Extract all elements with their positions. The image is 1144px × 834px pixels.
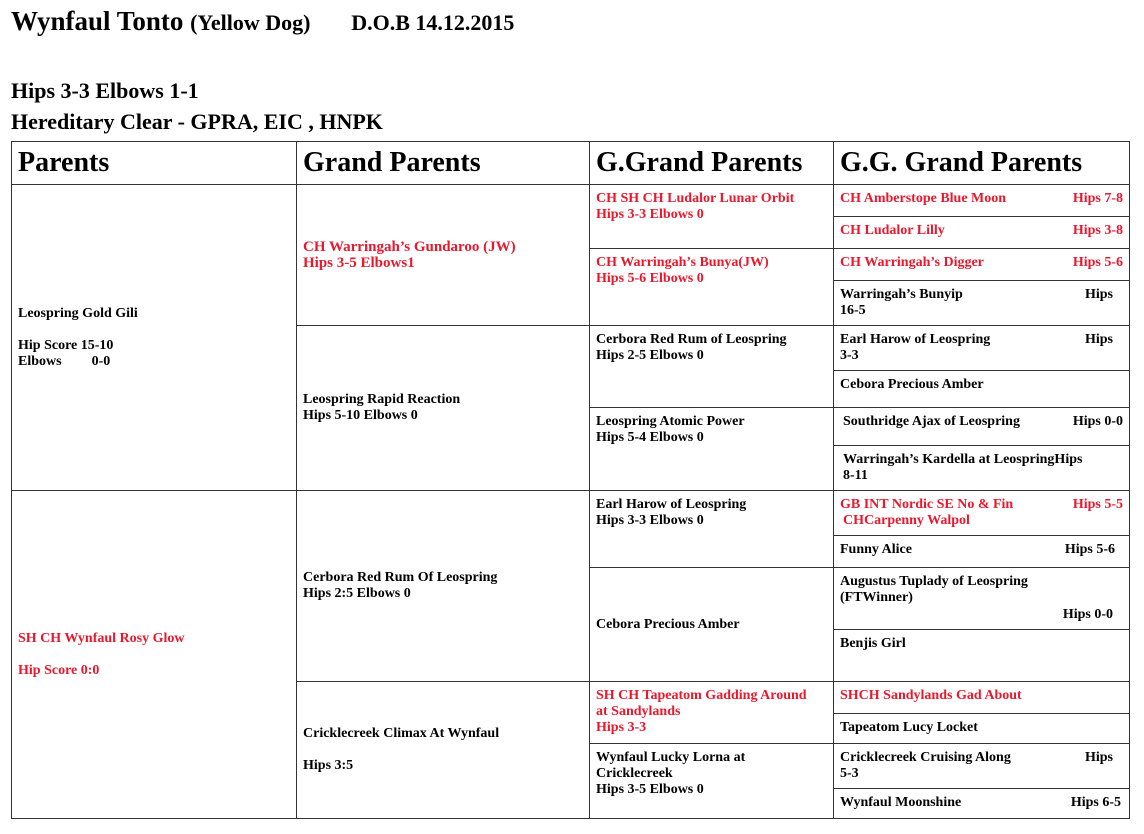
header-row xyxy=(12,142,1130,185)
g-grandparent-6 xyxy=(590,568,834,682)
gg-hips: Hips 7-8 xyxy=(1072,191,1123,206)
dog-descriptor: (Yellow Dog) xyxy=(190,10,311,35)
gg-hips-value: 5-3 xyxy=(840,766,859,781)
gg-hips-label: Hips xyxy=(1084,287,1113,302)
gg-grandparent-2 xyxy=(834,217,1130,249)
grandparent-name: Cricklecreek Climax At Wynfaul xyxy=(303,726,500,741)
g-grandparent-name: Cebora Precious Amber xyxy=(596,616,740,632)
g-grandparent-8 xyxy=(590,744,834,819)
col-header-parents: Parents xyxy=(12,142,297,185)
g-grandparent-name: Leospring Atomic Power xyxy=(596,414,745,429)
gg-grandparent-8 xyxy=(834,446,1130,491)
gg-name: Augustus Tuplady of Leospring xyxy=(840,574,1028,589)
gg-hips: Hips 3-8 xyxy=(1072,223,1123,238)
gg-name: CH Amberstope Blue Moon xyxy=(840,191,1007,206)
col-header-gg-grand-parents: G.G. Grand Parents xyxy=(834,142,1130,185)
dog-title xyxy=(11,6,514,37)
g-grandparent-name: CH Warringah’s Bunya(JW) xyxy=(596,255,769,270)
gg-hips: Hips 5-5 xyxy=(1072,497,1123,512)
gg-name: Warringah’s Bunyip xyxy=(840,287,963,302)
parent-dam xyxy=(12,491,297,819)
col-header-g-grand-parents: G.Grand Parents xyxy=(590,142,834,185)
gg-name: SHCH Sandylands Gad About xyxy=(840,688,1022,703)
gg-grandparent-15 xyxy=(834,744,1130,789)
g-grandparent-name: CH SH CH Ludalor Lunar Orbit xyxy=(596,191,795,206)
grandparent-name: Cerbora Red Rum Of Leospring xyxy=(303,570,498,585)
gg-hips: Hips 5-6 xyxy=(1072,255,1123,270)
gg-name: Southridge Ajax of Leospring xyxy=(843,414,1020,429)
gg-name: CH Ludalor Lilly xyxy=(840,223,945,238)
gg-grandparent-12 xyxy=(834,630,1130,682)
dog-name: Wynfaul Tonto xyxy=(11,6,184,36)
gg-hips-label: Hips xyxy=(1084,750,1113,765)
gg-grandparent-5 xyxy=(834,326,1130,371)
sire-hip-score: Hip Score 15-10 xyxy=(18,337,114,353)
date-of-birth: D.O.B 14.12.2015 xyxy=(351,10,515,35)
gg-name: Cebora Precious Amber xyxy=(840,377,984,392)
gg-hips: Hips 0-0 xyxy=(1072,414,1123,429)
gg-grandparent-9 xyxy=(834,491,1130,536)
g-grandparent-2 xyxy=(590,249,834,326)
g-grandparent-scores: Hips 3-5 Elbows 0 xyxy=(596,782,704,797)
gg-hips-value: 8-11 xyxy=(843,468,868,483)
pedigree-table xyxy=(11,141,1130,819)
grandparent-name: Leospring Rapid Reaction xyxy=(303,392,461,407)
gg-grandparent-13 xyxy=(834,682,1130,714)
hereditary-clear: Hereditary Clear - GPRA, EIC , HNPK xyxy=(11,109,383,134)
gg-hips-label: Hips xyxy=(1084,332,1113,347)
gg-name: Wynfaul Moonshine xyxy=(840,795,962,810)
g-grandparent-3 xyxy=(590,326,834,408)
gg-grandparent-7 xyxy=(834,408,1130,446)
g-grandparent-name: Earl Harow of Leospring xyxy=(596,497,747,512)
g-grandparent-scores: Hips 3-3 Elbows 0 xyxy=(596,207,704,222)
gg-hips-value: 16-5 xyxy=(840,303,866,318)
gg-name: Benjis Girl xyxy=(840,636,906,651)
grandparent-scores: Hips 3:5 xyxy=(303,758,354,773)
gg-grandparent-16 xyxy=(834,789,1130,819)
gg-grandparent-3 xyxy=(834,249,1130,281)
gg-name: Tapeatom Lucy Locket xyxy=(840,720,978,735)
gg-name: Cricklecreek Cruising Along xyxy=(840,750,1011,765)
gg-name: Warringah’s Kardella at LeospringHips xyxy=(843,452,1083,467)
gg-grandparent-1 xyxy=(834,185,1130,217)
gg-name: Funny Alice xyxy=(840,542,912,557)
sire-elbows-value: 0-0 xyxy=(91,353,111,369)
g-grandparent-1 xyxy=(590,185,834,249)
grandparent-1 xyxy=(297,185,590,326)
sire-elbows-label: Elbows xyxy=(18,353,62,369)
g-grandparent-4 xyxy=(590,408,834,491)
g-grandparent-7 xyxy=(590,682,834,744)
grandparent-scores: Hips 3-5 Elbows1 xyxy=(303,255,415,271)
gg-name-line2: (FTWinner) xyxy=(840,590,913,605)
grandparent-scores: Hips 2:5 Elbows 0 xyxy=(303,586,411,601)
g-grandparent-5 xyxy=(590,491,834,568)
grandparent-scores: Hips 5-10 Elbows 0 xyxy=(303,408,418,423)
sire-elbows xyxy=(18,354,290,370)
gg-grandparent-10 xyxy=(834,536,1130,568)
g-grandparent-scores: Hips 3-3 Elbows 0 xyxy=(596,513,704,528)
hips-elbows-score: Hips 3-3 Elbows 1-1 xyxy=(11,78,199,103)
gg-name: Earl Harow of Leospring xyxy=(840,332,991,347)
gg-hips: Hips 0-0 xyxy=(1062,607,1113,622)
gg-hips-value: 3-3 xyxy=(840,348,859,363)
sire-name: Leospring Gold Gili xyxy=(18,305,138,321)
grandparent-2 xyxy=(297,326,590,491)
gg-grandparent-6 xyxy=(834,371,1130,408)
gg-name: GB INT Nordic SE No & Fin xyxy=(840,497,1014,512)
gg-grandparent-11 xyxy=(834,568,1130,630)
g-grandparent-name: Wynfaul Lucky Lorna at xyxy=(596,750,746,765)
grandparent-3 xyxy=(297,491,590,682)
gg-grandparent-4 xyxy=(834,281,1130,326)
col-header-grand-parents: Grand Parents xyxy=(297,142,590,185)
g-grandparent-name: SH CH Tapeatom Gadding Around xyxy=(596,688,807,703)
dam-hip-score: Hip Score 0:0 xyxy=(18,662,100,678)
gg-name-line2: CHCarpenny Walpol xyxy=(843,513,970,528)
gg-name: CH Warringah’s Digger xyxy=(840,255,984,270)
dam-name: SH CH Wynfaul Rosy Glow xyxy=(18,630,185,646)
g-grandparent-name-line2: at Sandylands xyxy=(596,704,681,719)
gg-hips: Hips 5-6 xyxy=(1064,542,1115,557)
g-grandparent-name-line2: Cricklecreek xyxy=(596,766,673,781)
parent-sire xyxy=(12,185,297,491)
g-grandparent-scores: Hips 2-5 Elbows 0 xyxy=(596,348,704,363)
gg-hips: Hips 6-5 xyxy=(1070,795,1121,810)
g-grandparent-scores: Hips 3-3 xyxy=(596,720,647,735)
g-grandparent-scores: Hips 5-6 Elbows 0 xyxy=(596,271,704,286)
g-grandparent-name: Cerbora Red Rum of Leospring xyxy=(596,332,787,347)
grandparent-name: CH Warringah’s Gundaroo (JW) xyxy=(303,239,516,255)
g-grandparent-scores: Hips 5-4 Elbows 0 xyxy=(596,430,704,445)
grandparent-4 xyxy=(297,682,590,819)
gg-grandparent-14 xyxy=(834,714,1130,744)
